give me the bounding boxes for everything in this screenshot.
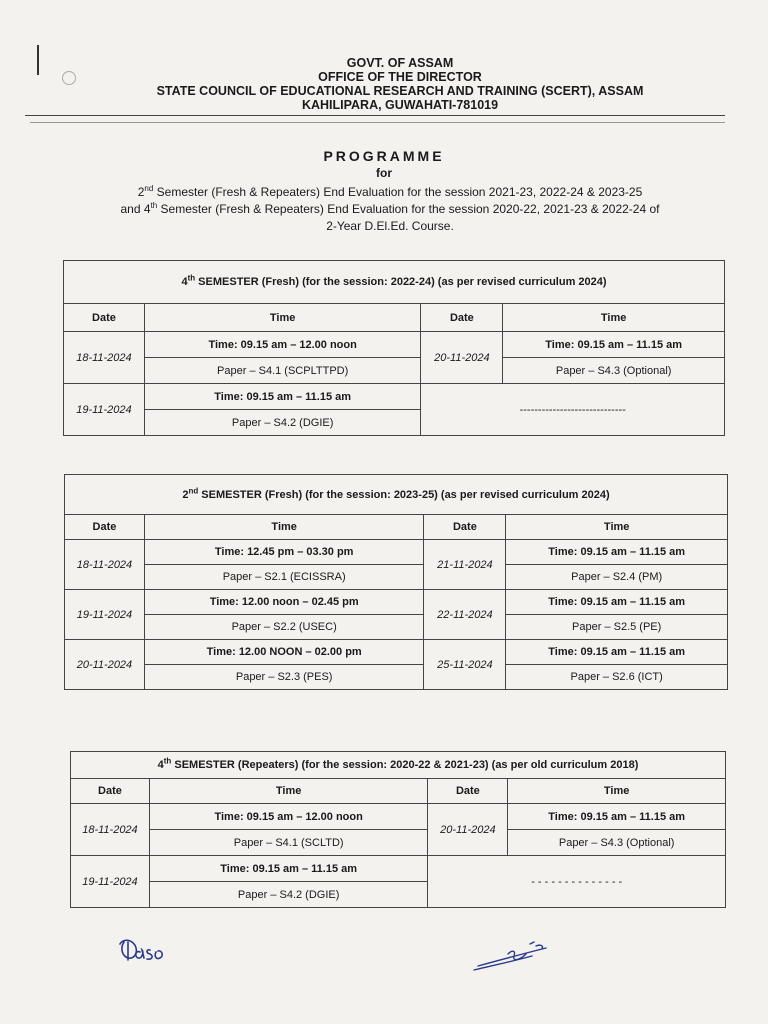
programme-description: 2nd Semester (Fresh & Repeaters) End Evaluation for the session 2021-23, 2022-24 & 2023-25 and 4th Semester (Fresh & Repeaters) End Evaluation for the session 2020-22, 2021-23 & 2022-24 of 2-Year D.El.Ed. Course. [120, 184, 660, 233]
exam-date: 19-11-2024 [71, 856, 150, 908]
exam-date: 20-11-2024 [65, 640, 145, 690]
empty-slot: ----------------------------- [421, 384, 725, 436]
column-header-date: Date [424, 515, 506, 540]
column-header-time: Time [149, 779, 428, 804]
column-header-time: Time [144, 304, 421, 332]
exam-date: 18-11-2024 [65, 540, 145, 590]
column-header-time: Time [506, 515, 728, 540]
exam-time: Time: 09.15 am – 11.15 am [149, 856, 428, 882]
exam-date: 18-11-2024 [71, 804, 150, 856]
exam-paper: Paper – S2.3 (PES) [144, 665, 424, 690]
exam-paper: Paper – S4.2 (DGIE) [149, 882, 428, 908]
signature-stroke [470, 940, 560, 974]
exam-date: 20-11-2024 [428, 804, 508, 856]
exam-date: 21-11-2024 [424, 540, 506, 590]
programme-title: PROGRAMME [323, 148, 445, 164]
column-header-date: Date [65, 515, 145, 540]
punch-hole [62, 71, 76, 85]
exam-time: Time: 12.00 noon – 02.45 pm [144, 590, 424, 615]
table-title: 4th SEMESTER (Repeaters) (for the session: 2020-22 & 2021-23) (as per old curriculum 2018) [71, 752, 726, 779]
exam-date: 25-11-2024 [424, 640, 506, 690]
exam-paper: Paper – S2.5 (PE) [506, 615, 728, 640]
column-header-time: Time [508, 779, 726, 804]
exam-paper: Paper – S4.1 (SCPLTTPD) [144, 358, 421, 384]
header-line-4: KAHILIPARA, GUWAHATI-781019 [301, 98, 499, 112]
exam-time: Time: 09.15 am – 11.15 am [506, 640, 728, 665]
column-header-time: Time [503, 304, 725, 332]
column-header-date: Date [64, 304, 145, 332]
header-line-3: STATE COUNCIL OF EDUCATIONAL RESEARCH AND TRAINING (SCERT), ASSAM [156, 84, 644, 98]
exam-paper: Paper – S2.1 (ECISSRA) [144, 565, 424, 590]
exam-date: 22-11-2024 [424, 590, 506, 640]
schedule-table-4th-fresh [63, 260, 725, 436]
exam-time: Time: 12.45 pm – 03.30 pm [144, 540, 424, 565]
exam-paper: Paper – S2.2 (USEC) [144, 615, 424, 640]
column-header-time: Time [144, 515, 424, 540]
exam-time: Time: 09.15 am – 11.15 am [506, 590, 728, 615]
exam-time: Time: 09.15 am – 11.15 am [503, 332, 725, 358]
exam-date: 20-11-2024 [421, 332, 503, 384]
exam-date: 19-11-2024 [65, 590, 145, 640]
exam-time: Time: 09.15 am – 11.15 am [506, 540, 728, 565]
exam-paper: Paper – S2.4 (PM) [506, 565, 728, 590]
letterhead [100, 56, 700, 112]
exam-date: 18-11-2024 [64, 332, 145, 384]
exam-time: Time: 09.15 am – 11.15 am [508, 804, 726, 830]
exam-date: 19-11-2024 [64, 384, 145, 436]
column-header-date: Date [71, 779, 150, 804]
programme-for: for [376, 166, 392, 180]
table-title: 2nd SEMESTER (Fresh) (for the session: 2023-25) (as per revised curriculum 2024) [65, 475, 728, 515]
column-header-date: Date [428, 779, 508, 804]
exam-time: Time: 09.15 am – 12.00 noon [144, 332, 421, 358]
signature-das [118, 934, 178, 968]
margin-mark [37, 45, 39, 75]
exam-paper: Paper – S2.6 (ICT) [506, 665, 728, 690]
table-title: 4th SEMESTER (Fresh) (for the session: 2022-24) (as per revised curriculum 2024) [64, 261, 725, 304]
header-line-1: GOVT. OF ASSAM [346, 56, 454, 70]
exam-time: Time: 09.15 am – 11.15 am [144, 384, 421, 410]
exam-paper: Paper – S4.3 (Optional) [503, 358, 725, 384]
exam-time: Time: 12.00 NOON – 02.00 pm [144, 640, 424, 665]
exam-paper: Paper – S4.3 (Optional) [508, 830, 726, 856]
exam-time: Time: 09.15 am – 12.00 noon [149, 804, 428, 830]
header-line-2: OFFICE OF THE DIRECTOR [318, 70, 482, 84]
exam-paper: Paper – S4.1 (SCLTD) [149, 830, 428, 856]
header-divider [25, 115, 725, 116]
exam-paper: Paper – S4.2 (DGIE) [144, 410, 421, 436]
header-divider-faint [30, 122, 725, 123]
schedule-table-2nd-fresh [64, 474, 728, 690]
schedule-table-4th-repeaters [70, 751, 726, 908]
column-header-date: Date [421, 304, 503, 332]
empty-slot: - - - - - - - - - - - - - - [428, 856, 726, 908]
